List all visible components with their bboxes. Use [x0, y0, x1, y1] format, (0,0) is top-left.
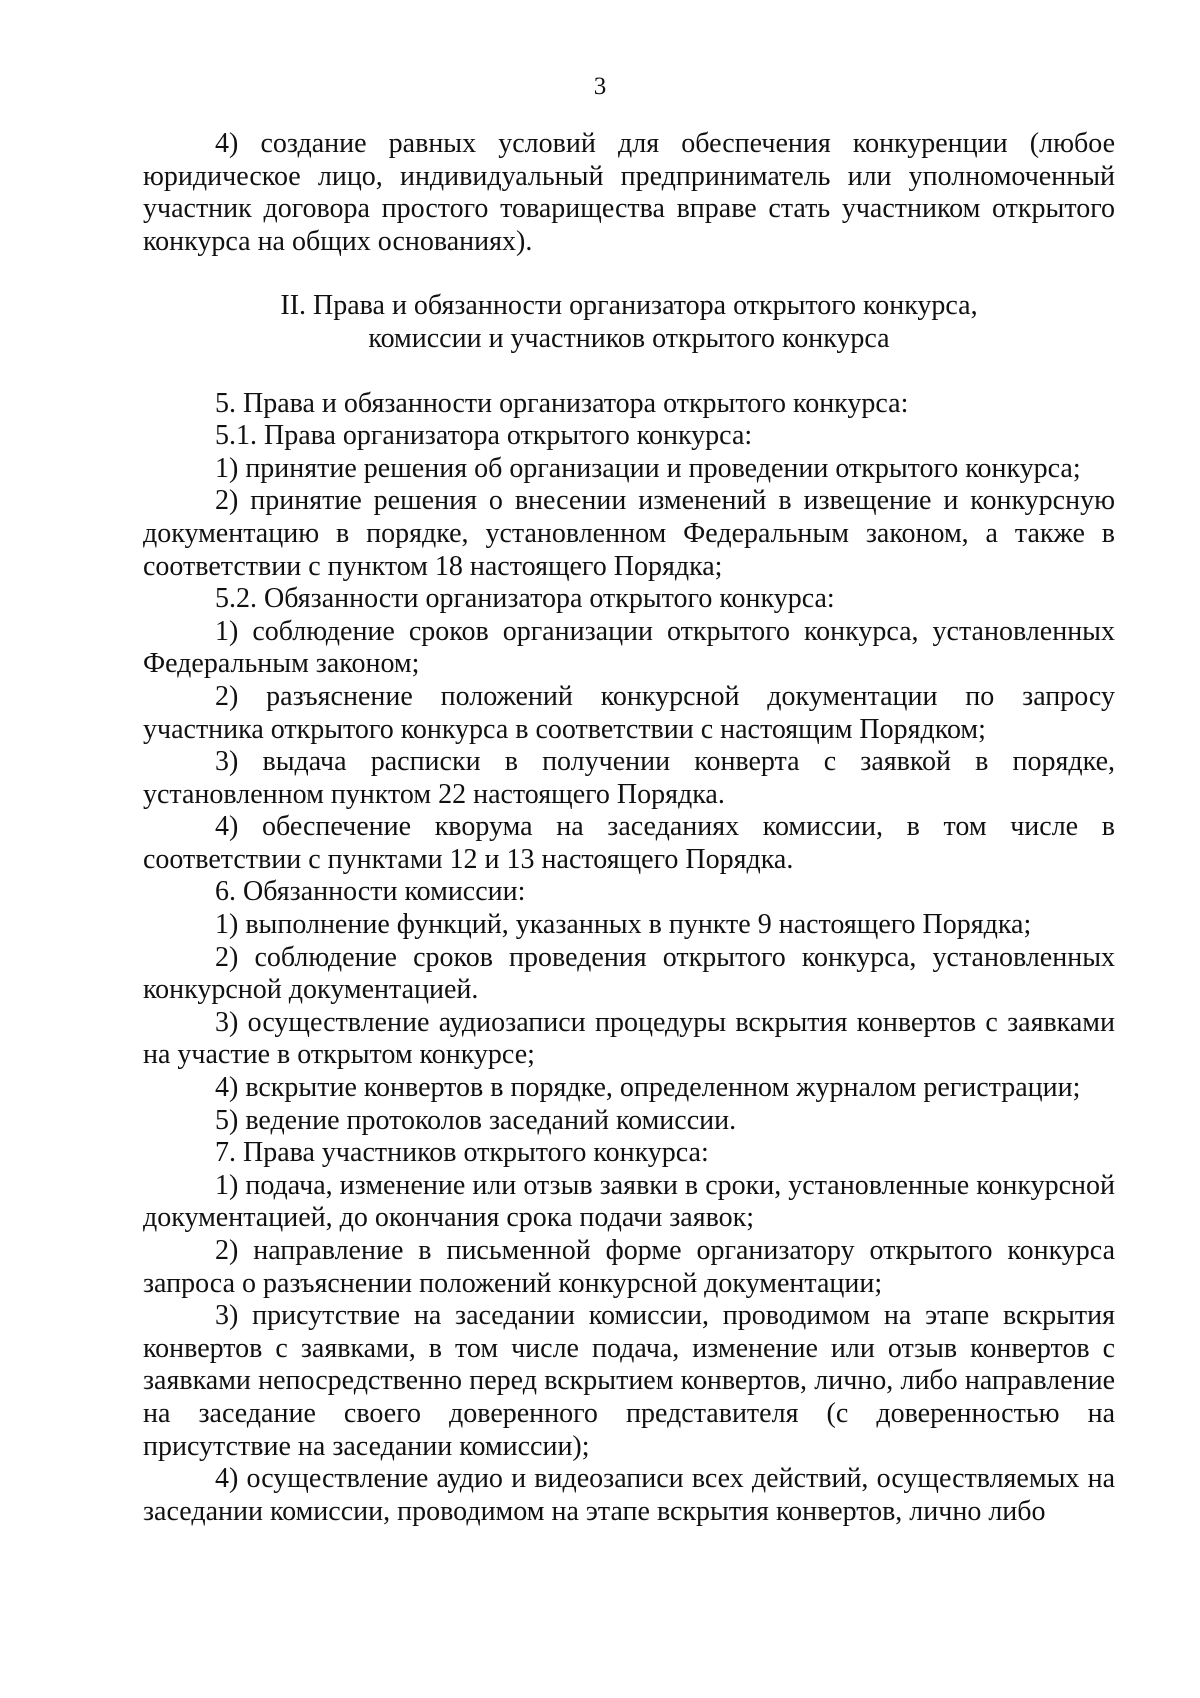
paragraph-7-item-4: 4) осуществление аудио и видеозаписи всех действий, осуществляемых на заседании комиссии, проводимом на этапе вскрытия конвертов, лично либо — [143, 1463, 1115, 1527]
document-body — [143, 128, 1115, 1528]
paragraph-5-1: 5.1. Права организатора открытого конкурса: — [215, 420, 753, 452]
page-number: 3 — [593, 73, 607, 100]
paragraph-5-2-item-1: 1) соблюдение сроков организации открытого конкурса, установленных Федеральным законом; — [143, 615, 1115, 680]
paragraph-5-2-item-3: 3) выдача расписки в получении конверта с заявкой в порядке, установленном пунктом 22 настоящего Порядка. — [143, 746, 1115, 810]
paragraph-5: 5. Права и обязанности организатора открытого конкурса: — [215, 387, 909, 419]
paragraph-7-item-2: 2) направление в письменной форме организатору открытого конкурса запроса о разъяснении положений конкурсной документации; — [143, 1235, 1115, 1299]
paragraph-6-item-3: 3) осуществление аудиозаписи процедуры вскрытия конвертов с заявками на участие в открытом конкурсе; — [143, 1006, 1115, 1071]
section-heading-line-2: комиссии и участников открытого конкурса — [368, 322, 890, 354]
paragraph-7: 7. Права участников открытого конкурса: — [215, 1137, 709, 1169]
paragraph-competition-conditions: 4) создание равных условий для обеспечения конкуренции (любое юридическое лицо, индивидуальный предприниматель или уполномоченный участник договора простого товарищества вправе стать участником открытого конкурса на общих основаниях). — [143, 128, 1115, 257]
paragraph-7-item-1: 1) подача, изменение или отзыв заявки в сроки, установленные конкурсной документацией, до окончания срока подачи заявок; — [143, 1169, 1115, 1234]
paragraph-6-item-4: 4) вскрытие конвертов в порядке, определенном журналом регистрации; — [215, 1072, 1081, 1104]
paragraph-5-1-item-1: 1) принятие решения об организации и проведении открытого конкурса; — [215, 452, 1081, 484]
paragraph-7-item-3: 3) присутствие на заседании комиссии, проводимом на этапе вскрытия конвертов с заявками, в том числе подача, изменение или отзыв конвертов с заявками непосредственно перед вскрытием конвертов, лично, либо направление на заседание своего доверенного представителя (с доверенностью на присутствие на заседании комиссии); — [143, 1300, 1115, 1462]
section-heading-line-1: II. Права и обязанности организатора открытого конкурса, — [280, 290, 978, 322]
paragraph-6: 6. Обязанности комиссии: — [215, 876, 526, 908]
paragraph-5-1-item-2: 2) принятие решения о внесении изменений в извещение и конкурсную документацию в порядке, установленном Федеральным законом, а также в соответствии с пунктом 18 настоящего Порядка; — [143, 485, 1115, 582]
paragraph-5-2-item-4: 4) обеспечение кворума на заседаниях комиссии, в том числе в соответствии с пунктами 12 и 13 настоящего Порядка. — [143, 811, 1115, 875]
paragraph-5-2: 5.2. Обязанности организатора открытого конкурса: — [215, 583, 835, 615]
paragraph-6-item-5: 5) ведение протоколов заседаний комиссии. — [215, 1104, 737, 1136]
paragraph-6-item-1: 1) выполнение функций, указанных в пункте 9 настоящего Порядка; — [215, 909, 1032, 941]
paragraph-5-2-item-2: 2) разъяснение положений конкурсной документации по запросу участника открытого конкурса в соответствии с настоящим Порядком; — [143, 680, 1115, 745]
paragraph-6-item-2: 2) соблюдение сроков проведения открытого конкурса, установленных конкурсной документацией. — [143, 941, 1115, 1006]
